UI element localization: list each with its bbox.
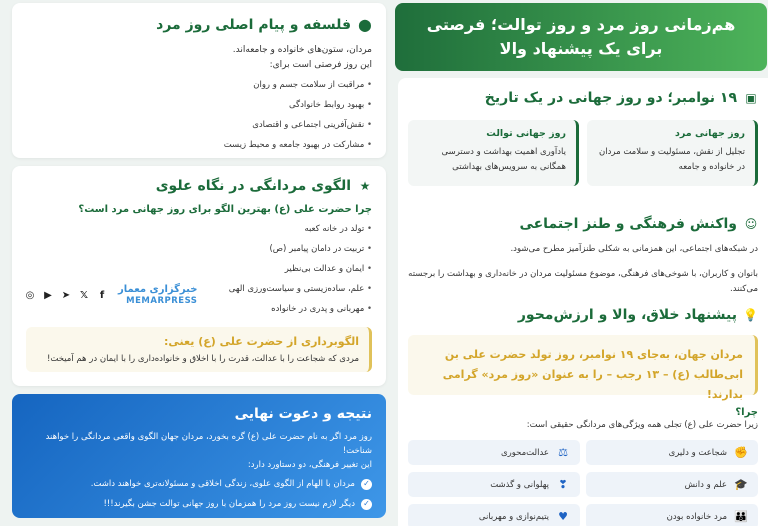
trait-item <box>408 440 580 465</box>
mens-day-box <box>587 120 758 186</box>
trait-label: علم و دانش <box>684 479 727 490</box>
conclusion-title: نتیجه و دعوت نهایی <box>234 406 372 422</box>
main-content-card <box>398 78 768 526</box>
smile-icon: ☺ <box>744 217 758 231</box>
check-circle-icon: ✓ <box>361 499 372 510</box>
philosophy-line2: این روز فرصتی است برای: <box>269 60 372 70</box>
why-block <box>408 407 758 430</box>
box-body: یادآوری اهمیت بهداشت و دسترسی همگانی به سرویس‌های بهداشتی <box>441 147 566 172</box>
list-item: • تربیت در دامان پیامبر (ص) <box>26 239 372 259</box>
hero-title: هم‌زمانی روز مرد و روز توالت؛ فرصتی برای یک پیشنهاد والا <box>426 15 736 58</box>
trait-label: پهلوانی و گذشت <box>490 479 549 490</box>
list-item: • ایمان و عدالت بی‌نظیر <box>26 259 372 279</box>
list-item: • مراقبت از سلامت جسم و روان <box>26 75 372 95</box>
map-pin-icon: ⬤ <box>358 18 372 32</box>
list-item: • علم، ساده‌زیستی و سیاست‌ورزی الهی <box>26 279 372 299</box>
brand-name-en: MEMARPRESS <box>126 296 198 306</box>
philosophy-title: فلسفه و پیام اصلی روز مرد <box>156 17 351 33</box>
philosophy-card <box>12 3 386 158</box>
alavi-card <box>12 166 386 386</box>
reaction-title: واکنش فرهنگی و طنز اجتماعی <box>519 216 737 232</box>
youtube-icon[interactable]: ▶ <box>44 289 52 301</box>
brand-name-fa: خبرگزاری معمار <box>118 284 198 295</box>
list-item-text: دیگر لازم نیست روز مرد را همزمان با روز جهانی توالت جشن بگیرند!!! <box>103 499 355 509</box>
list-item-text: مردان با الهام از الگوی علوی، زندگی اخلاقی و مسئولانه‌تری خواهند داشت. <box>90 479 355 489</box>
list-item: • مشارکت در بهبود جامعه و محیط زیست <box>26 135 372 155</box>
philosophy-heading <box>26 17 372 33</box>
brand-watermark <box>24 284 197 306</box>
alavi-quote <box>26 327 372 372</box>
why-desc: زیرا حضرت علی (ع) تجلی همه ویژگی‌های مردانگی حقیقی است: <box>526 420 758 430</box>
family-icon: 👪 <box>734 510 748 523</box>
box-body: تجلیل از نقش، مسئولیت و سلامت مردان در خانواده و جامعه <box>598 147 745 172</box>
days-boxes <box>408 120 758 186</box>
alavi-quote-title: الگوبرداری از حضرت علی (ع) یعنی: <box>164 335 359 348</box>
list-item: • نقش‌آفرینی اجتماعی و اقتصادی <box>26 115 372 135</box>
list-item <box>26 494 372 514</box>
telegram-icon[interactable]: ➤ <box>61 289 71 301</box>
check-circle-icon: ✓ <box>361 479 372 490</box>
reaction-section <box>408 216 758 297</box>
why-title: چرا؟ <box>735 407 758 418</box>
trait-item <box>586 472 758 497</box>
reaction-line1: در شبکه‌های اجتماعی، این همزمانی به شکلی طنزآمیز مطرح می‌شود. <box>510 244 758 254</box>
box-title: روز جهانی مرد <box>675 128 745 139</box>
list-item: • بهبود روابط خانوادگی <box>26 95 372 115</box>
traits-grid <box>408 440 758 526</box>
trait-item <box>586 440 758 465</box>
list-item <box>26 474 372 494</box>
proposal-title: پیشنهاد خلاق، والا و ارزش‌محور <box>517 307 737 323</box>
alavi-subtitle: چرا حضرت علی (ع) بهترین الگو برای روز جهانی مرد است؟ <box>78 204 372 215</box>
scale-icon: ⚖ <box>558 446 568 459</box>
list-item: • تولد در خانه کعبه <box>26 219 372 239</box>
hero-banner <box>395 3 767 71</box>
alavi-quote-body: مردی که شجاعت را با عدالت، قدرت را با اخلاق و خانواده‌داری را با ایمان در هم آمیخت! <box>46 354 359 364</box>
conclusion-list <box>26 474 372 514</box>
conclusion-line1: روز مرد اگر به نام حضرت علی (ع) گره بخورد، مردان جهان الگوی واقعی مردانگی را خواهند شناخت! <box>45 432 372 456</box>
trait-label: مرد خانواده بودن <box>666 511 727 522</box>
x-icon[interactable]: 𝕏 <box>79 289 89 301</box>
alavi-title: الگوی مردانگی در نگاه علوی <box>155 178 351 194</box>
conclusion-line2: این تغییر فرهنگی، دو دستاورد دارد: <box>247 460 372 470</box>
date-title: ۱۹ نوامبر؛ دو روز جهانی در یک تاریخ <box>484 90 737 106</box>
trait-item <box>408 472 580 497</box>
left-column <box>12 3 386 518</box>
box-title: روز جهانی توالت <box>486 128 566 139</box>
reaction-heading <box>408 216 758 232</box>
list-item: • مهربانی و پدری در خانواده <box>26 299 372 319</box>
trait-label: یتیم‌نوازی و مهربانی <box>478 511 549 522</box>
lightbulb-icon: 💡 <box>743 308 758 322</box>
graduation-cap-icon: 🎓 <box>734 478 748 491</box>
proposal-section <box>408 307 758 526</box>
star-icon: ★ <box>359 179 371 193</box>
calendar-icon: ▣ <box>745 91 757 105</box>
toilet-day-box <box>408 120 579 186</box>
trait-label: عدالت‌محوری <box>500 447 549 458</box>
alavi-heading <box>26 178 372 194</box>
brand-logo <box>118 284 197 306</box>
date-section <box>408 90 758 186</box>
trait-item <box>586 504 758 526</box>
instagram-icon[interactable]: ◎ <box>25 289 35 301</box>
philosophy-line1: مردان، ستون‌های خانواده و جامعه‌اند. <box>232 45 372 55</box>
heart-icon: ♥ <box>558 510 568 523</box>
conclusion-card <box>12 394 386 518</box>
facebook-icon[interactable]: f <box>99 289 105 301</box>
date-heading <box>408 90 758 106</box>
philosophy-list <box>26 75 372 155</box>
proposal-quote <box>408 335 758 401</box>
trait-label: شجاعت و دلیری <box>668 447 727 458</box>
trait-item <box>408 504 580 526</box>
right-column <box>395 0 768 526</box>
proposal-quote-text: مردان جهان، به‌جای ۱۹ نوامبر، روز تولد حضرت علی بن ابی‌طالب (ع) – ۱۳ رجب – را به عنوان «روز مرد» گرامی بدارند! <box>442 348 743 401</box>
fist-icon: ✊ <box>734 446 748 459</box>
hand-heart-icon: ❣ <box>558 478 568 491</box>
reaction-line2: بانوان و کاربران، با شوخی‌های فرهنگی، موضوع مسئولیت مردان در خانه‌داری و بهداشت را برجسته می‌کنند. <box>408 269 758 294</box>
proposal-heading <box>408 307 758 323</box>
